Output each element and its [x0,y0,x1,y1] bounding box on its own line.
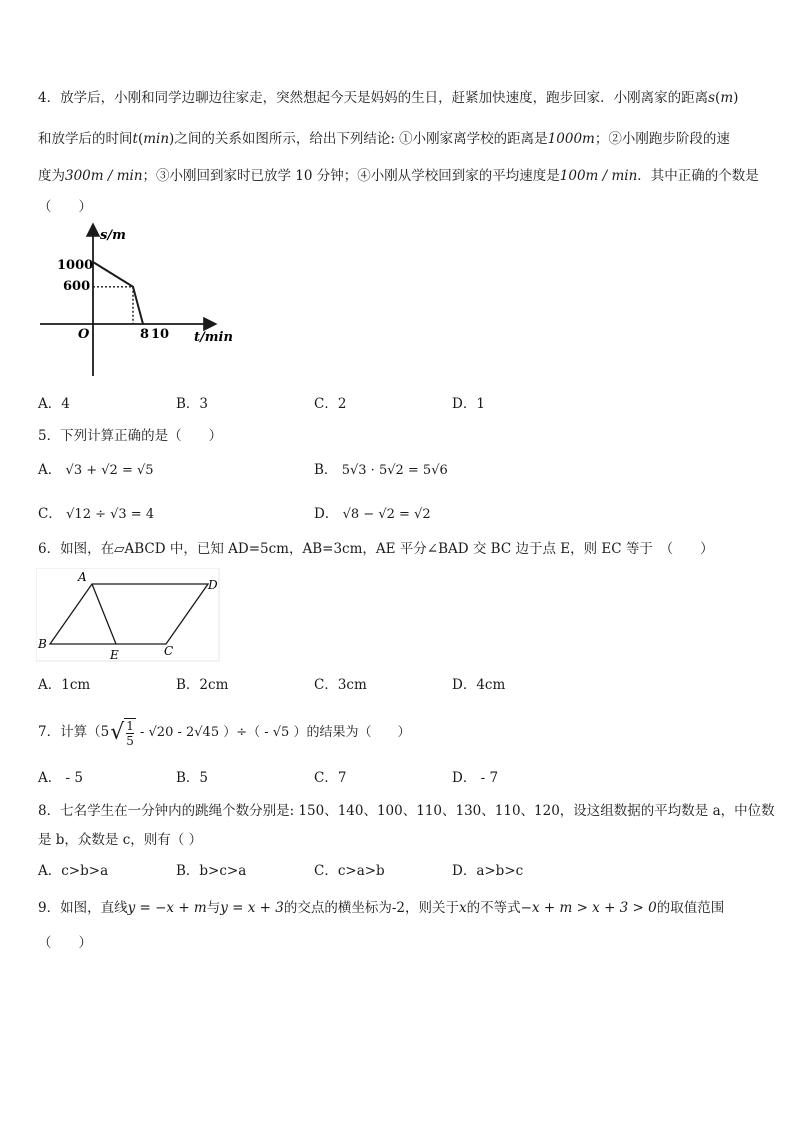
q4-unit-min: min [143,131,170,147]
q7-root-sign: √ [110,719,125,745]
q5-option-a [38,460,154,481]
q4-text2b: 之间的关系如图所示，给出下列结论: ①小刚家离学校的距离是 [174,131,548,147]
q9-post: 的交点的横坐标为-2，则关于 [283,900,460,916]
q9-eq1: y = −x + m [127,900,207,916]
q9-eq2: y = x + 3 [220,900,284,916]
q5-c-label: C． [38,506,62,522]
q4-line2: 和放学后的时间t(min)之间的关系如图所示，给出下列结论: ①小刚家离学校的距离是1000m；②小刚跑步阶段的速 [38,131,730,147]
segment-ae [92,584,116,644]
q5-d-label: D． [314,506,339,522]
q4-paren: （ ） [38,199,92,215]
q4-unit-m: m [720,90,734,106]
q7-option-a: A． - 5 [38,770,83,786]
q4-option-d: D．1 [452,396,485,412]
y-tick-600: 600 [63,279,91,294]
q5-a-label: A． [38,462,62,478]
q9-paren: （ ） [38,935,92,951]
q7-expr: - √20 - 2√45 ）÷（ - √5 ）的结果为（ ） [135,725,411,740]
q5-d-expr: √8 − √2 = √2 [342,507,431,522]
q4-text1: 4．放学后，小刚和同学边聊边往家走，突然想起今天是妈妈的生日，赶紧加快速度，跑步回家．小刚离家的距离 [38,90,709,106]
q4-var-t: t [132,131,138,147]
q8-option-d: D．a>b>c [452,863,524,879]
point-b-label: B [38,637,47,651]
q9-stem [38,898,724,918]
q7-option-d: D． - 7 [452,770,499,786]
q6-option-b: B．2cm [176,677,229,693]
q9-post2: 的不等式 [466,900,521,916]
q8-option-a: A．c>b>a [38,863,109,879]
point-e-label: E [110,648,119,662]
q4-text2a: 和放学后的时间 [38,131,133,147]
q4-text3c: ．其中正确的个数是 [637,168,759,184]
q9-pre: 9．如图，直线 [38,900,128,916]
q5-a-expr: √3 + √2 = √5 [65,463,154,478]
q4-val-300: 300m / min [65,168,143,184]
q6-stem: 6．如图，在▱ABCD 中，已知 AD=5cm，AB=3cm，AE 平分∠BAD 交 BC 边于点 E，则 EC 等于 （ ） [38,541,714,557]
x-tick-10: 10 [151,327,170,342]
q7-numerator: 1 [126,718,134,733]
q4-distance-time-graph [34,220,244,382]
q5-b-expr: 5√3 · 5√2 = 5√6 [341,463,448,478]
q4-text3a: 度为 [38,168,65,184]
point-d-label: D [208,578,218,592]
q5-option-b [314,460,448,481]
q5-option-d [314,504,431,525]
q4-text2c: ；②小刚跑步阶段的速 [594,131,730,147]
q6-option-c: C．3cm [314,677,367,693]
q9-var-x: x [459,900,467,916]
q4-option-a: A．4 [38,396,70,412]
q8-line1: 8．七名学生在一分钟内的跳绳个数分别是: 150、140、100、110、130、110、120，设这组数据的平均数是 a，中位数 [38,803,775,819]
q6-option-a: A．1cm [38,677,91,693]
q4-line3 [38,166,759,186]
q7-option-c: C．7 [314,770,347,786]
q5-c-expr: √12 ÷ √3 = 4 [66,507,155,522]
distance-series-line [93,262,143,324]
q4-option-c: C．2 [314,396,347,412]
q5-b-label: B． [314,462,338,478]
q6-parallelogram-figure [36,568,220,662]
x-axis-label: t/min [194,330,233,345]
q4-val-1000: 1000m [547,131,595,147]
q4-text3b: ；③小刚回到家时已放学 10 分钟；④小刚从学校回到家的平均速度是 [142,168,560,184]
y-tick-1000: 1000 [57,258,94,273]
q8-option-b: B．b>c>a [176,863,247,879]
point-a-label: A [78,570,87,584]
point-c-label: C [164,644,174,658]
q7-pre: 7．计算（5 [38,724,110,740]
q9-mid: 与 [206,900,221,916]
q7-fraction [124,718,136,748]
q7-option-b: B．5 [176,770,209,786]
origin-label: O [78,327,90,342]
q5-stem: 5．下列计算正确的是（ ） [38,428,223,444]
q9-end: 的取值范围 [656,900,725,916]
q8-line2: 是 b，众数是 c，则有（ ） [38,832,203,848]
q7-denominator: 5 [126,733,134,748]
q6-option-d: D．4cm [452,677,506,693]
q8-option-c: C．c>a>b [314,863,385,879]
q4-option-b: B．3 [176,396,209,412]
parallelogram-abcd [50,584,208,644]
x-tick-8: 8 [140,327,150,342]
q7-stem [38,712,410,752]
q5-option-c [38,504,154,525]
q4-val-100: 100m / min [559,168,638,184]
y-axis-label: s/m [100,228,126,243]
q4-var-s: s [708,90,716,106]
q9-inequality: −x + m > x + 3 > 0 [520,900,657,916]
q4-line1: 4．放学后，小刚和同学边聊边往家走，突然想起今天是妈妈的生日，赶紧加快速度，跑步回家．小刚离家的距离s(m) [38,90,739,106]
